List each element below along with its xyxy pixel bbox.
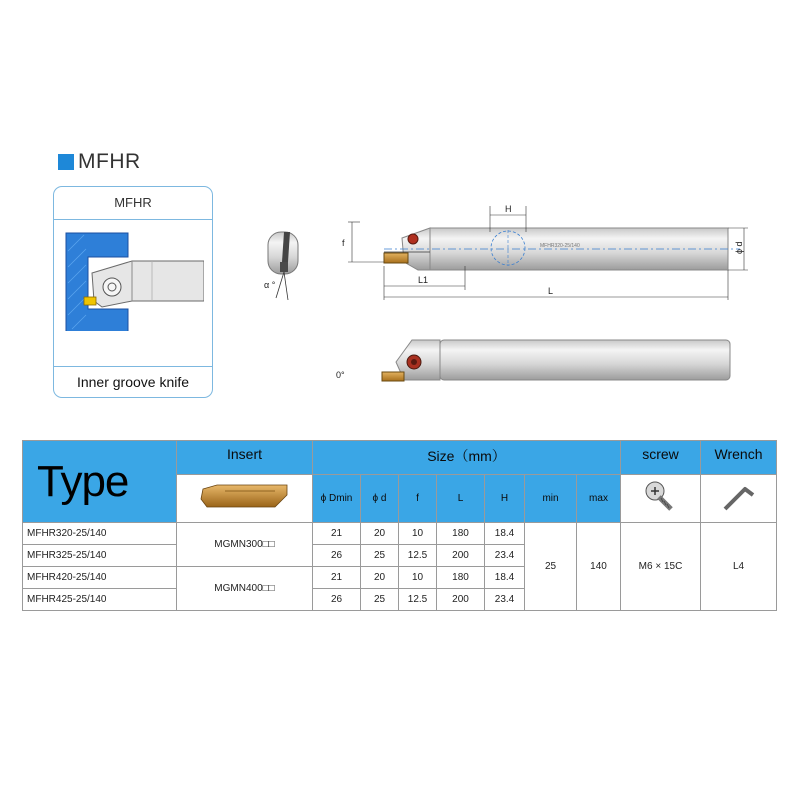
shank-marking: MFHR320-25/140	[540, 243, 580, 249]
tool-side-view-icon	[264, 232, 298, 300]
min-header: min	[525, 475, 577, 523]
insert-blade-icon	[195, 481, 295, 513]
card-caption: Inner groove knife	[54, 366, 212, 397]
h-cell: 23.4	[485, 545, 525, 567]
d-header: ϕ d	[361, 475, 399, 523]
alpha-label: α °	[264, 280, 276, 290]
wrench-image	[701, 475, 777, 523]
section-title: MFHR	[78, 150, 141, 173]
f-cell: 10	[399, 567, 437, 589]
model-cell: MFHR320-25/140	[23, 523, 177, 545]
specification-table	[22, 440, 777, 611]
max-header: max	[577, 475, 621, 523]
l1-dimension-label: L1	[418, 275, 429, 285]
f-header: f	[399, 475, 437, 523]
h-header: H	[485, 475, 525, 523]
dmin-cell: 26	[313, 545, 361, 567]
dmin-header: ϕ Dmin	[313, 475, 361, 523]
type-header: Type	[23, 441, 177, 523]
dmin-cell: 21	[313, 523, 361, 545]
insert-image	[177, 475, 313, 523]
dmin-cell: 21	[313, 567, 361, 589]
h-cell: 18.4	[485, 567, 525, 589]
insert-cell: MGMN400□□	[177, 567, 313, 611]
d-cell: 25	[361, 545, 399, 567]
l-cell: 180	[437, 567, 485, 589]
model-cell: MFHR420-25/140	[23, 567, 177, 589]
l-cell: 180	[437, 523, 485, 545]
l-dimension-label: L	[548, 286, 554, 296]
d-cell: 25	[361, 589, 399, 611]
model-cell: MFHR425-25/140	[23, 589, 177, 611]
card-title: MFHR	[54, 187, 212, 220]
zero-angle-label: 0°	[336, 370, 345, 380]
l-cell: 200	[437, 545, 485, 567]
insert-cell: MGMN300□□	[177, 523, 313, 567]
f-dimension-label: f	[342, 238, 345, 248]
dmin-cell: 26	[313, 589, 361, 611]
screw-header: screw	[621, 441, 701, 475]
screw-image	[621, 475, 701, 523]
insert-header: Insert	[177, 441, 313, 475]
d-cell: 20	[361, 567, 399, 589]
model-cell: MFHR325-25/140	[23, 545, 177, 567]
wrench-header: Wrench	[701, 441, 777, 475]
screw-icon	[641, 479, 681, 515]
d-dimension-label: ϕ d	[734, 241, 744, 254]
d-cell: 20	[361, 523, 399, 545]
hex-wrench-icon	[719, 479, 759, 515]
wrench-cell: L4	[701, 523, 777, 611]
max-cell: 140	[577, 523, 621, 611]
size-header: Size（mm）	[313, 441, 621, 475]
f-cell: 12.5	[399, 589, 437, 611]
f-cell: 10	[399, 523, 437, 545]
table-row	[23, 523, 777, 545]
l-cell: 200	[437, 589, 485, 611]
min-cell: 25	[525, 523, 577, 611]
screw-cell: M6 × 15C	[621, 523, 701, 611]
h-cell: 18.4	[485, 523, 525, 545]
h-cell: 23.4	[485, 589, 525, 611]
h-dimension-label: H	[505, 204, 512, 214]
l-header: L	[437, 475, 485, 523]
top-tool-view	[342, 204, 748, 300]
perspective-tool-view	[336, 340, 730, 381]
f-cell: 12.5	[399, 545, 437, 567]
